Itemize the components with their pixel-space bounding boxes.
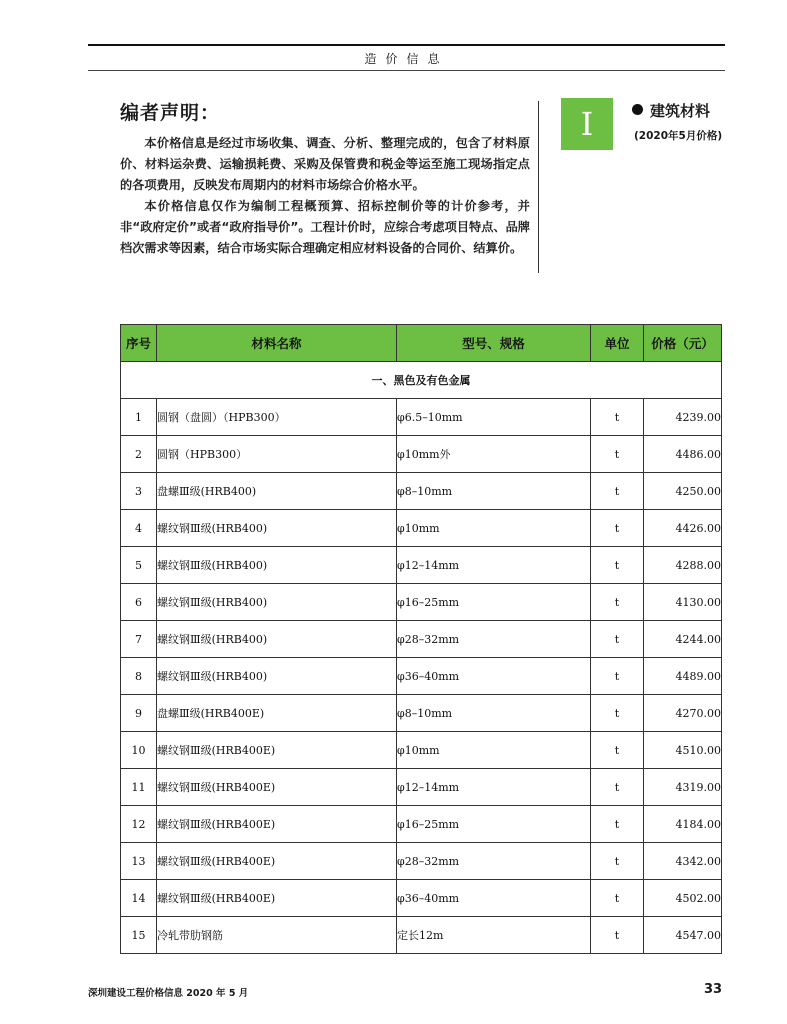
cell-name: 螺纹钢Ⅲ级(HRB400) bbox=[157, 584, 397, 621]
cell-spec: 定长12m bbox=[397, 917, 591, 954]
table-row bbox=[121, 473, 722, 510]
cell-unit: t bbox=[591, 584, 644, 621]
cell-spec: φ10mm外 bbox=[397, 436, 591, 473]
cell-name: 螺纹钢Ⅲ级(HRB400E) bbox=[157, 732, 397, 769]
cell-name: 螺纹钢Ⅲ级(HRB400E) bbox=[157, 806, 397, 843]
category-heading bbox=[632, 100, 710, 121]
cell-spec: φ16–25mm bbox=[397, 584, 591, 621]
cell-unit: t bbox=[591, 658, 644, 695]
col-header-no: 序号 bbox=[121, 325, 157, 362]
cell-price: 4239.00 bbox=[644, 399, 722, 436]
col-header-name: 材料名称 bbox=[157, 325, 397, 362]
footer-publication: 深圳建设工程价格信息 2020 年 5 月 bbox=[88, 988, 249, 999]
cell-price: 4502.00 bbox=[644, 880, 722, 917]
table-row bbox=[121, 436, 722, 473]
cell-name: 圆钢（盘圆）（HPB300） bbox=[157, 399, 397, 436]
cell-no: 4 bbox=[121, 510, 157, 547]
table-header-row bbox=[121, 325, 722, 362]
cell-price: 4184.00 bbox=[644, 806, 722, 843]
bullet-icon bbox=[632, 104, 643, 115]
cell-no: 2 bbox=[121, 436, 157, 473]
header-rule-top bbox=[88, 44, 725, 46]
col-header-spec: 型号、规格 bbox=[397, 325, 591, 362]
table-row bbox=[121, 732, 722, 769]
cell-unit: t bbox=[591, 880, 644, 917]
cell-name: 螺纹钢Ⅲ级(HRB400E) bbox=[157, 843, 397, 880]
cell-no: 8 bbox=[121, 658, 157, 695]
table-group-row bbox=[121, 362, 722, 399]
cell-unit: t bbox=[591, 843, 644, 880]
cell-unit: t bbox=[591, 917, 644, 954]
cell-no: 3 bbox=[121, 473, 157, 510]
cell-unit: t bbox=[591, 547, 644, 584]
cell-name: 螺纹钢Ⅲ级(HRB400E) bbox=[157, 769, 397, 806]
table-body bbox=[121, 362, 722, 954]
cell-name: 圆钢（HPB300） bbox=[157, 436, 397, 473]
table-row bbox=[121, 806, 722, 843]
cell-price: 4288.00 bbox=[644, 547, 722, 584]
col-header-unit: 单位 bbox=[591, 325, 644, 362]
cell-spec: φ28–32mm bbox=[397, 843, 591, 880]
table-row bbox=[121, 547, 722, 584]
cell-spec: φ6.5–10mm bbox=[397, 399, 591, 436]
editor-statement bbox=[120, 98, 530, 259]
cell-spec: φ10mm bbox=[397, 732, 591, 769]
cell-name: 冷轧带肋钢筋 bbox=[157, 917, 397, 954]
cell-spec: φ8–10mm bbox=[397, 473, 591, 510]
cell-name: 螺纹钢Ⅲ级(HRB400) bbox=[157, 510, 397, 547]
cell-unit: t bbox=[591, 436, 644, 473]
table-row bbox=[121, 510, 722, 547]
table-row bbox=[121, 584, 722, 621]
cell-no: 1 bbox=[121, 399, 157, 436]
cell-price: 4130.00 bbox=[644, 584, 722, 621]
cell-unit: t bbox=[591, 473, 644, 510]
cell-name: 螺纹钢Ⅲ级(HRB400) bbox=[157, 658, 397, 695]
category-label: 建筑材料 bbox=[650, 102, 711, 120]
cell-no: 10 bbox=[121, 732, 157, 769]
cell-no: 7 bbox=[121, 621, 157, 658]
table-row bbox=[121, 658, 722, 695]
header-rule-bottom bbox=[88, 70, 725, 71]
cell-price: 4510.00 bbox=[644, 732, 722, 769]
cell-spec: φ16–25mm bbox=[397, 806, 591, 843]
page-number: 33 bbox=[704, 982, 723, 997]
cell-spec: φ12–14mm bbox=[397, 547, 591, 584]
table-row bbox=[121, 621, 722, 658]
statement-paragraph: 本价格信息仅作为编制工程概预算、招标控制价等的计价参考，并非“政府定价”或者“政府指导价”。工程计价时，应综合考虑项目特点、品牌档次需求等因素，结合市场实际合理确定相应材料设备的合同价、结算价。 bbox=[120, 199, 530, 255]
cell-unit: t bbox=[591, 399, 644, 436]
price-table bbox=[120, 324, 722, 954]
cell-no: 9 bbox=[121, 695, 157, 732]
cell-no: 13 bbox=[121, 843, 157, 880]
cell-no: 14 bbox=[121, 880, 157, 917]
cell-price: 4547.00 bbox=[644, 917, 722, 954]
cell-name: 盘螺Ⅲ级(HRB400E) bbox=[157, 695, 397, 732]
group-label: 一、黑色及有色金属 bbox=[121, 362, 722, 399]
cell-no: 6 bbox=[121, 584, 157, 621]
cell-name: 螺纹钢Ⅲ级(HRB400) bbox=[157, 621, 397, 658]
table-row bbox=[121, 769, 722, 806]
cell-unit: t bbox=[591, 806, 644, 843]
cell-spec: φ12–14mm bbox=[397, 769, 591, 806]
cell-unit: t bbox=[591, 732, 644, 769]
cell-unit: t bbox=[591, 695, 644, 732]
cell-price: 4489.00 bbox=[644, 658, 722, 695]
vertical-divider bbox=[538, 101, 539, 273]
cell-spec: φ36–40mm bbox=[397, 658, 591, 695]
cell-unit: t bbox=[591, 510, 644, 547]
cell-price: 4342.00 bbox=[644, 843, 722, 880]
page-header-title: 造价信息 bbox=[364, 52, 449, 66]
table-row bbox=[121, 917, 722, 954]
cell-spec: φ10mm bbox=[397, 510, 591, 547]
price-date: (2020年5月价格) bbox=[634, 130, 723, 142]
table-row bbox=[121, 843, 722, 880]
cell-price: 4426.00 bbox=[644, 510, 722, 547]
cell-name: 螺纹钢Ⅲ级(HRB400) bbox=[157, 547, 397, 584]
table-row bbox=[121, 399, 722, 436]
statement-paragraph: 本价格信息是经过市场收集、调查、分析、整理完成的，包含了材料原价、材料运杂费、运输损耗费、采购及保管费和税金等运至施工现场指定点的各项费用，反映发布周期内的材料市场综合价格水平。 bbox=[120, 136, 530, 192]
cell-no: 15 bbox=[121, 917, 157, 954]
table-row bbox=[121, 695, 722, 732]
cell-spec: φ8–10mm bbox=[397, 695, 591, 732]
cell-spec: φ36–40mm bbox=[397, 880, 591, 917]
cell-no: 11 bbox=[121, 769, 157, 806]
cell-price: 4319.00 bbox=[644, 769, 722, 806]
table-row bbox=[121, 880, 722, 917]
cell-price: 4270.00 bbox=[644, 695, 722, 732]
cell-name: 螺纹钢Ⅲ级(HRB400E) bbox=[157, 880, 397, 917]
statement-title: 编者声明： bbox=[120, 102, 221, 124]
cell-no: 12 bbox=[121, 806, 157, 843]
cell-unit: t bbox=[591, 769, 644, 806]
cell-name: 盘螺Ⅲ级(HRB400) bbox=[157, 473, 397, 510]
cell-spec: φ28–32mm bbox=[397, 621, 591, 658]
cell-no: 5 bbox=[121, 547, 157, 584]
cell-price: 4250.00 bbox=[644, 473, 722, 510]
cell-price: 4486.00 bbox=[644, 436, 722, 473]
cell-unit: t bbox=[591, 621, 644, 658]
section-badge: I bbox=[561, 98, 613, 150]
col-header-price: 价格（元） bbox=[644, 325, 722, 362]
cell-price: 4244.00 bbox=[644, 621, 722, 658]
